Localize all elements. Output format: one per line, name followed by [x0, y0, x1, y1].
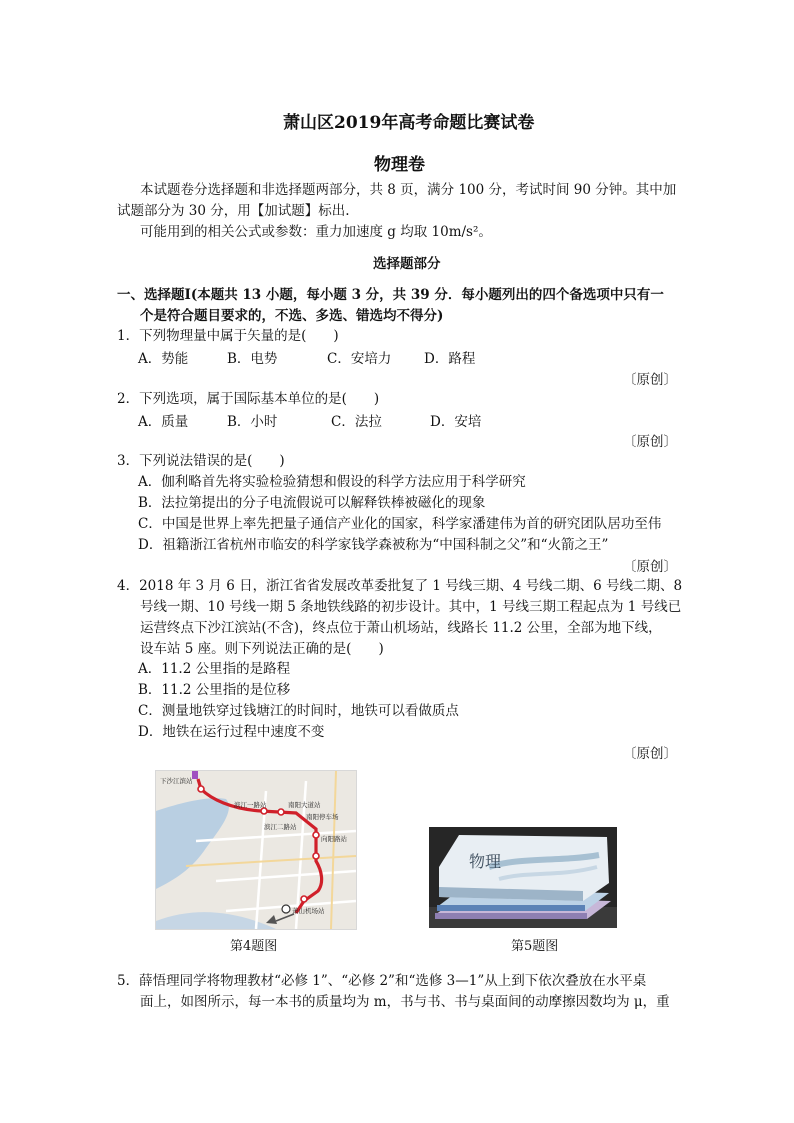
section-heading-line-2: 个是符合题目要求的，不选、多选、错选均不得分): [140, 308, 444, 324]
option-a: A．质量: [138, 414, 189, 430]
map-label: 滨江二路站: [264, 823, 297, 831]
intro-line-1: 本试题卷分选择题和非选择题两部分，共 8 页，满分 100 分，考试时间 90 分钟。其中加: [140, 182, 677, 198]
page-subtitle: 物理卷: [374, 155, 425, 175]
question-stem-line-3: 运营终点下沙江滨站(不含)，终点位于萧山机场站，线路长 11.2 公里，全部为地下线，: [140, 620, 662, 636]
source-note: 〔原创〕: [623, 746, 677, 762]
source-note: 〔原创〕: [623, 372, 677, 388]
question-stem-line-1: 4．2018 年 3 月 6 日，浙江省省发展改革委批复了 1 号线三期、4 号线二期、6 号线二期、8: [117, 578, 683, 594]
figure-5-books-photo: [429, 827, 617, 928]
section-title: 选择题部分: [373, 256, 441, 272]
map-label: 下沙江滨站: [160, 777, 193, 785]
section-heading-line-1: 一、选择题Ⅰ(本题共 13 小题，每小题 3 分，共 39 分．每小题列出的四个备选项中只有一: [117, 287, 664, 303]
source-note: 〔原创〕: [623, 559, 677, 575]
option-b: B．小时: [227, 414, 278, 430]
option-d: D．地铁在运行过程中速度不变: [138, 724, 325, 740]
option-c: C．中国是世界上率先把量子通信产业化的国家，科学家潘建伟为首的研究团队居功至伟: [138, 516, 662, 532]
question-stem: 3．下列说法错误的是( ): [117, 453, 285, 469]
intro-line-3: 可能用到的相关公式或参数：重力加速度 g 均取 10m/s²。: [140, 224, 492, 240]
question-stem: 1．下列物理量中属于矢量的是( ): [117, 328, 339, 344]
map-label: 向阳路站: [321, 835, 347, 843]
option-d: D．安培: [430, 414, 482, 430]
figure-4-caption: 第4题图: [230, 939, 278, 954]
option-d: D．路程: [424, 351, 476, 367]
map-label: 南阳大道站: [288, 801, 321, 809]
option-c: C．安培力: [327, 351, 392, 367]
figure-5-caption: 第5题图: [511, 939, 559, 954]
option-c: C．测量地铁穿过钱塘江的时间时，地铁可以看做质点: [138, 703, 459, 719]
option-a: A．势能: [138, 351, 189, 367]
page-title: 萧山区2019年高考命题比赛试卷: [283, 113, 535, 133]
figure-4-metro-map: [155, 770, 357, 930]
option-b: B．电势: [227, 351, 278, 367]
question-stem: 2．下列选项，属于国际基本单位的是( ): [117, 391, 380, 407]
option-b: B．法拉第提出的分子电流假说可以解释铁棒被磁化的现象: [138, 495, 486, 511]
source-note: 〔原创〕: [623, 434, 677, 450]
map-label: 萧山机场站: [292, 907, 325, 915]
question-stem-line-2: 号线一期、10 号线一期 5 条地铁线路的初步设计。其中，1 号线三期工程起点为 1 号线已: [140, 599, 682, 615]
option-b: B．11.2 公里指的是位移: [138, 682, 291, 698]
option-a: A．伽利略首先将实验检验猜想和假设的科学方法应用于科学研究: [138, 474, 526, 490]
option-d: D．祖籍浙江省杭州市临安的科学家钱学森被称为“中国科制之父”和“火箭之王”: [138, 537, 609, 553]
map-label: 南阳停车场: [306, 813, 339, 821]
question-stem-line-2: 面上，如图所示，每一本书的质量均为 m，书与书、书与桌面间的动摩擦因数均为 μ，重: [140, 994, 670, 1010]
option-a: A．11.2 公里指的是路程: [138, 661, 291, 677]
book-title: 物理: [469, 852, 502, 871]
intro-line-2: 试题部分为 30 分，用【加试题】标出.: [117, 203, 350, 219]
map-label: 滨江一路站: [234, 801, 267, 809]
question-stem-line-1: 5．薛悟理同学将物理教材“必修 1”、“必修 2”和“选修 3—1”从上到下依次叠放在水平桌: [117, 973, 647, 989]
question-stem-line-4: 设车站 5 座。则下列说法正确的是( ): [140, 641, 384, 657]
option-c: C．法拉: [331, 414, 382, 430]
